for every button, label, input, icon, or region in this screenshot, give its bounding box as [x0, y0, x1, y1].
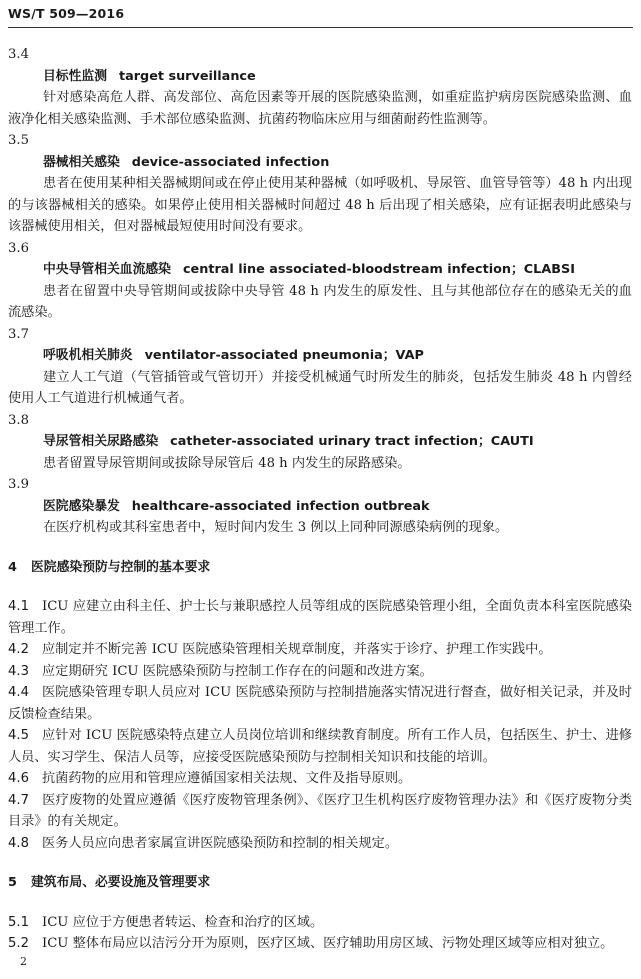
page-number: 2 — [20, 955, 27, 968]
requirement-text: ICU 应位于方便患者转运、检查和治疗的区域。 — [42, 914, 324, 930]
chapter-5-items — [8, 912, 632, 955]
page-body — [8, 44, 632, 955]
requirement-text: ICU 应建立由科主任、护士长与兼职感控人员等组成的医院感染管理小组，全面负责本科室医院感染管理工作。 — [8, 599, 632, 636]
requirement-text: 应制定并不断完善 ICU 医院感染管理相关规章制度，并落实于诊疗、护理工作实践中。 — [42, 642, 552, 657]
term-definition: 建立人工气道（气管插管或气管切开）并接受机械通气时所发生的肺炎，包括发生肺炎 48 h 内曾经使用人工气道进行机械通气者。 — [8, 369, 632, 406]
term-en: healthcare-associated infection outbreak — [131, 498, 430, 514]
requirement-item — [8, 790, 632, 833]
chapter-4-title: 医院感染预防与控制的基本要求 — [31, 559, 211, 575]
term-definition: 在医疗机构或其科室患者中，短时间内发生 3 例以上同种同源感染病例的现象。 — [43, 520, 509, 535]
term-zh: 导尿管相关尿路感染 — [43, 434, 159, 449]
term-definition: 患者留置导尿管期间或拔除导尿管后 48 h 内发生的尿路感染。 — [43, 455, 411, 471]
requirement-text: ICU 整体布局应以洁污分开为原则，医疗区域、医疗辅助用房区域、污物处理区域等应相对独立。 — [42, 936, 614, 951]
clause-number: 3.5 — [8, 133, 29, 148]
requirement-number: 4.3 — [8, 663, 29, 679]
requirement-item — [8, 933, 632, 955]
requirement-item — [8, 639, 632, 661]
term-definition: 患者在使用某种相关器械期间或在停止使用某种器械（如呼吸机、导尿管、血管导管等）48 h 内出现的与该器械相关的感染。如果停止使用相关器械时间超过 48 h 后出现了相关感染，应有证据表明此感染与该器械使用相关，但对器械最短使用时间没有要求。 — [8, 176, 632, 234]
term-zh: 呼吸机相关肺炎 — [43, 348, 133, 363]
term-zh: 医院感染暴发 — [43, 498, 120, 514]
requirement-text: 医疗废物的处置应遵循《医疗废物管理条例》、《医疗卫生机构医疗废物管理办法》和《医疗废物分类目录》的有关规定。 — [8, 792, 632, 829]
chapter-4-items — [8, 596, 632, 854]
term-heading — [8, 345, 632, 367]
clause-number: 3.7 — [8, 326, 29, 342]
terms-section — [8, 44, 632, 539]
requirement-text: 应定期研究 ICU 医院感染预防与控制工作存在的问题和改进方案。 — [42, 663, 433, 679]
term-heading — [8, 496, 632, 518]
term-heading — [8, 152, 632, 174]
term-heading — [8, 431, 632, 453]
requirement-text: 应针对 ICU 医院感染特点建立人员岗位培训和继续教育制度。所有工作人员，包括医生、护士、进修人员、实习学生、保洁人员等，应接受医院感染预防与控制相关知识和技能的培训。 — [8, 728, 632, 765]
clause-number: 3.6 — [8, 240, 29, 256]
clause-number: 3.8 — [8, 412, 29, 428]
term-definition: 患者在留置中央导管期间或拔除中央导管 48 h 内发生的原发性、且与其他部位存在的感染无关的血流感染。 — [8, 283, 632, 320]
term-heading — [8, 259, 632, 281]
chapter-5-title: 建筑布局、必要设施及管理要求 — [31, 875, 211, 890]
term-en: central line associated-bloodstream infection；CLABSI — [182, 262, 575, 277]
requirement-number: 4.2 — [8, 642, 29, 657]
term-zh: 器械相关感染 — [43, 154, 120, 170]
term-en: ventilator-associated pneumonia；VAP — [144, 348, 424, 363]
requirement-number: 4.6 — [8, 771, 29, 786]
requirement-number: 4.7 — [8, 792, 29, 808]
requirement-item — [8, 661, 632, 683]
requirement-item — [8, 833, 632, 855]
header-rule — [8, 27, 633, 28]
term-zh: 目标性监测 — [43, 68, 107, 84]
term-en: target surveillance — [118, 68, 256, 84]
term-definition: 针对感染高危人群、高发部位、高危因素等开展的医院感染监测，如重症监护病房医院感染监测、血液净化相关感染监测、手术部位感染监测、抗菌药物临床应用与细菌耐药性监测等。 — [8, 90, 632, 127]
standard-number: WS/T 509—2016 — [8, 6, 125, 21]
chapter-5-number: 5 — [8, 875, 17, 890]
requirement-number: 4.8 — [8, 835, 29, 851]
requirement-item — [8, 768, 632, 790]
requirement-text: 抗菌药物的应用和管理应遵循国家相关法规、文件及指导原则。 — [42, 771, 412, 786]
requirement-number: 4.4 — [8, 685, 29, 700]
term-en: device-associated infection — [131, 154, 330, 170]
requirement-text: 医务人员应向患者家属宣讲医院感染预防和控制的相关规定。 — [42, 835, 399, 851]
requirement-number: 5.2 — [8, 936, 29, 951]
term-heading — [8, 66, 632, 88]
clause-number: 3.9 — [8, 477, 29, 492]
chapter-4-number: 4 — [8, 559, 17, 575]
requirement-number: 4.1 — [8, 599, 29, 614]
requirement-item — [8, 725, 632, 768]
term-en: catheter-associated urinary tract infection；CAUTI — [170, 434, 534, 449]
requirement-number: 4.5 — [8, 728, 29, 743]
chapter-4-heading — [8, 557, 632, 579]
requirement-item — [8, 596, 632, 639]
term-zh: 中央导管相关血流感染 — [43, 262, 171, 277]
clause-number: 3.4 — [8, 47, 29, 62]
requirement-number: 5.1 — [8, 914, 29, 930]
chapter-5-heading — [8, 872, 632, 894]
requirement-item — [8, 682, 632, 725]
requirement-text: 医院感染管理专职人员应对 ICU 医院感染预防与控制措施落实情况进行督查，做好相关记录，并及时反馈检查结果。 — [8, 685, 632, 722]
requirement-item — [8, 912, 632, 934]
